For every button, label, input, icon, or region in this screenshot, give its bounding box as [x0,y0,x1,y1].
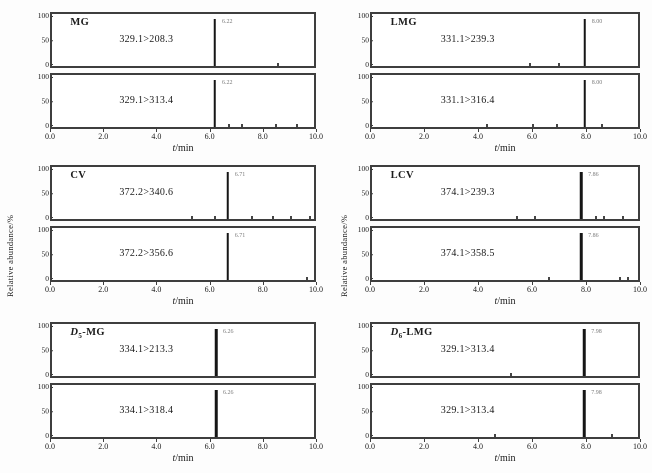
x-tick-label: 0.0 [45,132,55,141]
noise-speck [241,124,243,127]
noise-speck [601,124,603,127]
transition-label: 372.2>356.6 [119,247,174,259]
chromatogram-peak [227,172,230,219]
y-tick-label: 50 [31,346,49,354]
transition-label: 334.1>318.4 [119,404,174,416]
chromatogram-group-d5-mg [37,321,323,467]
y-axis-title-left: Relative abundance/% [5,214,15,297]
y-tick-label: 100 [351,383,369,391]
x-axis [45,284,323,296]
x-tick-label: 2.0 [419,442,429,451]
y-tick-label: 0 [351,214,369,222]
chromatogram-peak [215,329,218,376]
retention-time-label: 7.98 [591,329,602,335]
transition-label: 334.1>213.3 [119,343,174,355]
compound-label-text: MG [70,17,90,28]
x-tick-label: 10.0 [633,285,647,294]
x-axis-label-text: /min [175,453,194,464]
x-tick-label: 8.0 [257,132,268,141]
y-tick-label: 50 [351,97,369,105]
x-axis-label-italic: t [172,453,176,464]
baseline-noise [52,385,314,437]
compound-label-text: LCV [390,170,414,181]
y-tick-label: 0 [31,214,49,222]
y-tick-label: 100 [351,165,369,173]
noise-speck [277,63,279,66]
chromatogram-panel [357,225,640,283]
y-tick-label: 50 [351,189,369,197]
y-tick-label: 50 [31,407,49,415]
y-tick-label: 100 [351,12,369,20]
compound-label-text: -MG [82,327,105,338]
x-axis-label-text: /min [175,143,194,154]
noise-speck [309,216,311,219]
retention-time-label: 6.26 [223,390,234,396]
x-axis-label-italic: t [494,453,498,464]
y-tick-label: 50 [351,250,369,258]
y-tick-label: 100 [31,226,49,234]
retention-time-label: 7.86 [588,233,599,239]
x-axis-label [370,143,640,154]
x-tick-label: 6.0 [527,442,537,451]
x-tick-label: 8.0 [257,442,268,451]
retention-time-label: 6.71 [234,172,246,178]
y-tick-label: 50 [31,36,49,44]
x-tick-label: 10.0 [309,442,323,451]
retention-time-label: 6.26 [223,329,234,335]
noise-speck [556,124,558,127]
noise-speck [510,373,512,376]
y-tick-label: 100 [351,73,369,81]
x-tick-label: 4.0 [151,442,162,451]
y-tick-label: 50 [351,346,369,354]
transition-label: 331.1>239.3 [440,33,495,45]
retention-time-label: 8.00 [591,80,603,86]
y-tick-label: 50 [31,97,49,105]
y-tick-label: 0 [31,371,49,379]
retention-time-label: 6.22 [221,80,233,86]
noise-speck [251,216,253,219]
y-tick-label: 100 [31,12,49,20]
x-tick-label: 4.0 [473,285,483,294]
noise-speck [595,216,597,219]
noise-speck [516,216,518,219]
x-tick-label: 8.0 [581,442,591,451]
chromatogram-peak [215,390,218,437]
x-tick-label: 6.0 [204,132,215,141]
x-tick-label: 8.0 [581,132,591,141]
chromatogram-group-mg [37,11,323,157]
x-axis-label [50,453,316,464]
y-tick-label: 100 [31,383,49,391]
chromatogram-panel [37,225,316,283]
noise-speck [494,434,496,437]
chromatogram-peak [580,172,583,219]
chromatogram-peak [214,19,217,66]
x-axis-label-italic: t [494,296,498,307]
x-tick-label: 6.0 [527,132,537,141]
x-tick-label: 4.0 [473,442,483,451]
noise-speck [486,124,488,127]
chromatogram-group-d6-lmg [357,321,647,467]
chromatogram-peak [583,390,586,437]
compound-label-italic: D [390,327,399,338]
noise-speck [290,216,292,219]
y-tick-label: 0 [31,432,49,440]
x-tick-label: 2.0 [419,132,429,141]
baseline-noise [52,14,314,66]
x-tick-label: 2.0 [98,442,109,451]
noise-speck [275,124,277,127]
noise-speck [627,277,629,280]
chromatogram-panel [357,164,640,222]
x-tick-label: 4.0 [151,285,162,294]
retention-time-label: 7.86 [588,172,599,178]
baseline-noise [52,228,314,280]
x-tick-label: 4.0 [473,132,483,141]
noise-speck [534,216,536,219]
x-axis-label [370,296,640,307]
transition-label: 374.1>358.5 [440,247,495,259]
chromatogram-panel [37,11,316,69]
x-tick-label: 8.0 [257,285,268,294]
baseline-noise [52,324,314,376]
transition-label: 329.1>313.4 [440,343,495,355]
noise-speck [228,124,230,127]
x-tick-label: 10.0 [633,442,647,451]
x-tick-label: 2.0 [98,132,109,141]
compound-label-subscript: 5 [78,332,83,341]
x-tick-label: 4.0 [151,132,162,141]
y-tick-label: 0 [31,61,49,69]
transition-label: 329.1>313.4 [119,94,174,106]
baseline-noise [52,167,314,219]
x-tick-label: 0.0 [365,442,375,451]
y-tick-label: 100 [31,73,49,81]
x-tick-label: 2.0 [419,285,429,294]
x-tick-label: 10.0 [309,132,323,141]
x-tick-label: 6.0 [204,285,215,294]
retention-time-label: 6.22 [221,19,233,25]
x-tick-label: 2.0 [98,285,109,294]
x-tick-label: 8.0 [581,285,591,294]
y-tick-label: 50 [351,36,369,44]
x-tick-label: 0.0 [365,132,375,141]
x-axis-label [370,453,640,464]
y-tick-label: 0 [351,61,369,69]
y-tick-label: 0 [351,122,369,130]
retention-time-label: 6.71 [234,233,246,239]
noise-speck [296,124,298,127]
y-tick-label: 0 [351,371,369,379]
chromatogram-panel [357,72,640,130]
chromatogram-panel [37,72,316,130]
noise-speck [603,216,605,219]
y-tick-label: 100 [31,165,49,173]
chromatogram-peak [584,19,587,66]
transition-label: 329.1>313.4 [440,404,495,416]
compound-label-subscript: 6 [398,332,403,341]
x-axis-label [50,143,316,154]
y-tick-label: 50 [351,407,369,415]
y-tick-label: 100 [351,226,369,234]
transition-label: 374.1>239.3 [440,186,495,198]
noise-speck [622,216,624,219]
noise-speck [619,277,621,280]
retention-time-label: 8.00 [591,19,603,25]
noise-speck [548,277,550,280]
x-axis-label-text: /min [497,296,516,307]
x-axis-label-text: /min [497,143,516,154]
x-tick-label: 0.0 [45,285,55,294]
chromatogram-panel [37,164,316,222]
x-tick-label: 6.0 [204,442,215,451]
y-tick-label: 0 [351,432,369,440]
chromatogram-panel [37,321,316,379]
chromatogram-group-lcv [357,164,647,310]
x-axis-label-text: /min [497,453,516,464]
x-tick-label: 0.0 [365,285,375,294]
y-tick-label: 100 [351,322,369,330]
chromatogram-panel [37,382,316,440]
x-axis [45,441,323,453]
compound-label-italic: D [70,327,79,338]
x-axis-label [50,296,316,307]
chromatogram-peak [214,80,217,127]
chromatogram-panel [357,321,640,379]
y-axis-title-right: Relative abundance/% [339,214,349,297]
retention-time-label: 7.98 [591,390,602,396]
x-axis-label-italic: t [172,143,176,154]
transition-label: 329.1>208.3 [119,33,174,45]
y-tick-label: 0 [351,275,369,283]
chromatogram-peak [583,329,586,376]
chromatogram-peak [227,233,230,280]
chromatogram-group-cv [37,164,323,310]
x-tick-label: 0.0 [45,442,55,451]
y-tick-label: 100 [31,322,49,330]
y-tick-label: 0 [31,275,49,283]
x-axis [365,441,647,453]
y-tick-label: 0 [31,122,49,130]
x-tick-label: 6.0 [527,285,537,294]
x-axis-label-text: /min [175,296,194,307]
y-tick-label: 50 [31,250,49,258]
y-tick-label: 50 [31,189,49,197]
noise-speck [611,434,613,437]
chromatogram-peak [584,80,587,127]
x-axis [365,284,647,296]
transition-label: 331.1>316.4 [440,94,495,106]
x-tick-label: 10.0 [309,285,323,294]
chromatogram-panel [357,382,640,440]
x-axis [365,131,647,143]
compound-label-text: LMG [390,17,417,28]
noise-speck [532,124,534,127]
compound-label-text: -LMG [402,327,433,338]
chromatogram-peak [580,233,583,280]
x-axis [45,131,323,143]
noise-speck [272,216,274,219]
compound-label-text: CV [70,170,87,181]
transition-label: 372.2>340.6 [119,186,174,198]
x-axis-label-italic: t [172,296,176,307]
chromatogram-group-lmg [357,11,647,157]
x-tick-label: 10.0 [633,132,647,141]
noise-speck [191,216,193,219]
chromatogram-panel [357,11,640,69]
noise-speck [306,277,308,280]
noise-speck [214,216,216,219]
noise-speck [558,63,560,66]
x-axis-label-italic: t [494,143,498,154]
noise-speck [529,63,531,66]
baseline-noise [52,75,314,127]
